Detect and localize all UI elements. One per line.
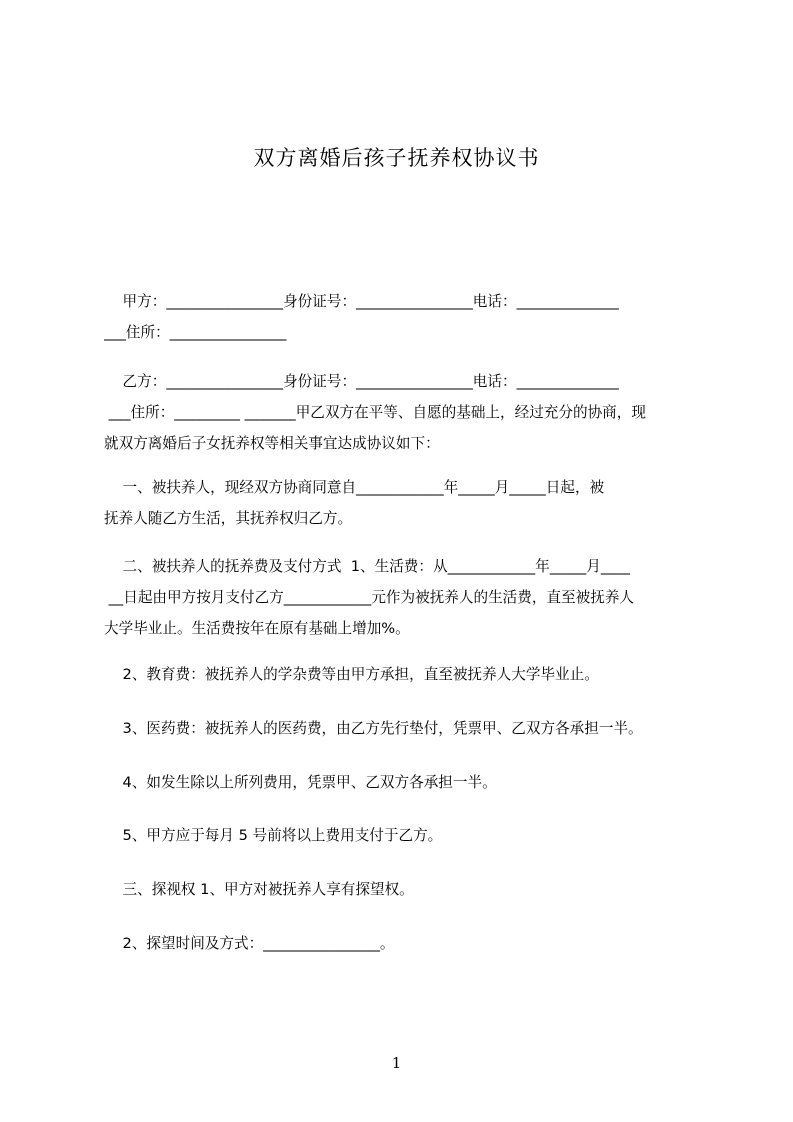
text-line: 5、甲方应于每月 5 号前将以上费用支付于乙方。	[104, 827, 443, 844]
clause-visitation	[104, 874, 702, 905]
clause-medical	[104, 713, 702, 744]
text-line: 甲方：________________身份证号：________________电话：______________	[104, 293, 619, 310]
document-title: 双方离婚后孩子抚养权协议书	[253, 146, 540, 170]
party-b-info	[104, 366, 702, 459]
text-line: 大学毕业止。生活费按年在原有基础上增加%。	[104, 620, 410, 637]
text-line: 抚养人随乙方生活，其抚养权归乙方。	[104, 510, 353, 527]
clause-other-costs	[104, 767, 702, 798]
clause-payment-date	[104, 820, 702, 851]
text-line: 就双方离婚后子女抚养权等相关事宜达成协议如下：	[104, 435, 440, 452]
text-line: ___住所：________________	[104, 324, 287, 341]
clause-support-fee	[104, 551, 702, 644]
text-line: ___住所：_________ _______甲乙双方在平等、自愿的基础上，经过充分的协商，现	[104, 404, 646, 421]
text-line: 2、探望时间及方式：________________。	[104, 935, 395, 952]
text-line: 二、被扶养人的抚养费及支付方式 1、生活费：从____________年_____月____	[104, 558, 631, 575]
text-line: 3、医药费：被抚养人的医药费，由乙方先行垫付，凭票甲、乙双方各承担一半。	[104, 720, 643, 737]
text-line: 4、如发生除以上所列费用，凭票甲、乙双方各承担一半。	[104, 774, 497, 791]
text-line: 三、探视权 1、甲方对被抚养人享有探望权。	[104, 881, 414, 898]
text-line: 一、被扶养人，现经双方协商同意自____________年_____月_____日起，被	[104, 479, 605, 496]
clause-visitation-time	[104, 928, 702, 959]
clause-education	[104, 659, 702, 690]
text-line: 乙方：________________身份证号：________________电话：______________	[104, 373, 619, 390]
text-line: 2、教育费：被抚养人的学杂费等由甲方承担，直至被抚养人大学毕业止。	[104, 666, 599, 683]
page-number: 1	[391, 1054, 402, 1072]
party-a-info	[104, 286, 702, 348]
clause-custody	[104, 472, 702, 534]
text-line: __日起由甲方按月支付乙方____________元作为被抚养人的生活费，直至被抚养人	[104, 589, 635, 606]
